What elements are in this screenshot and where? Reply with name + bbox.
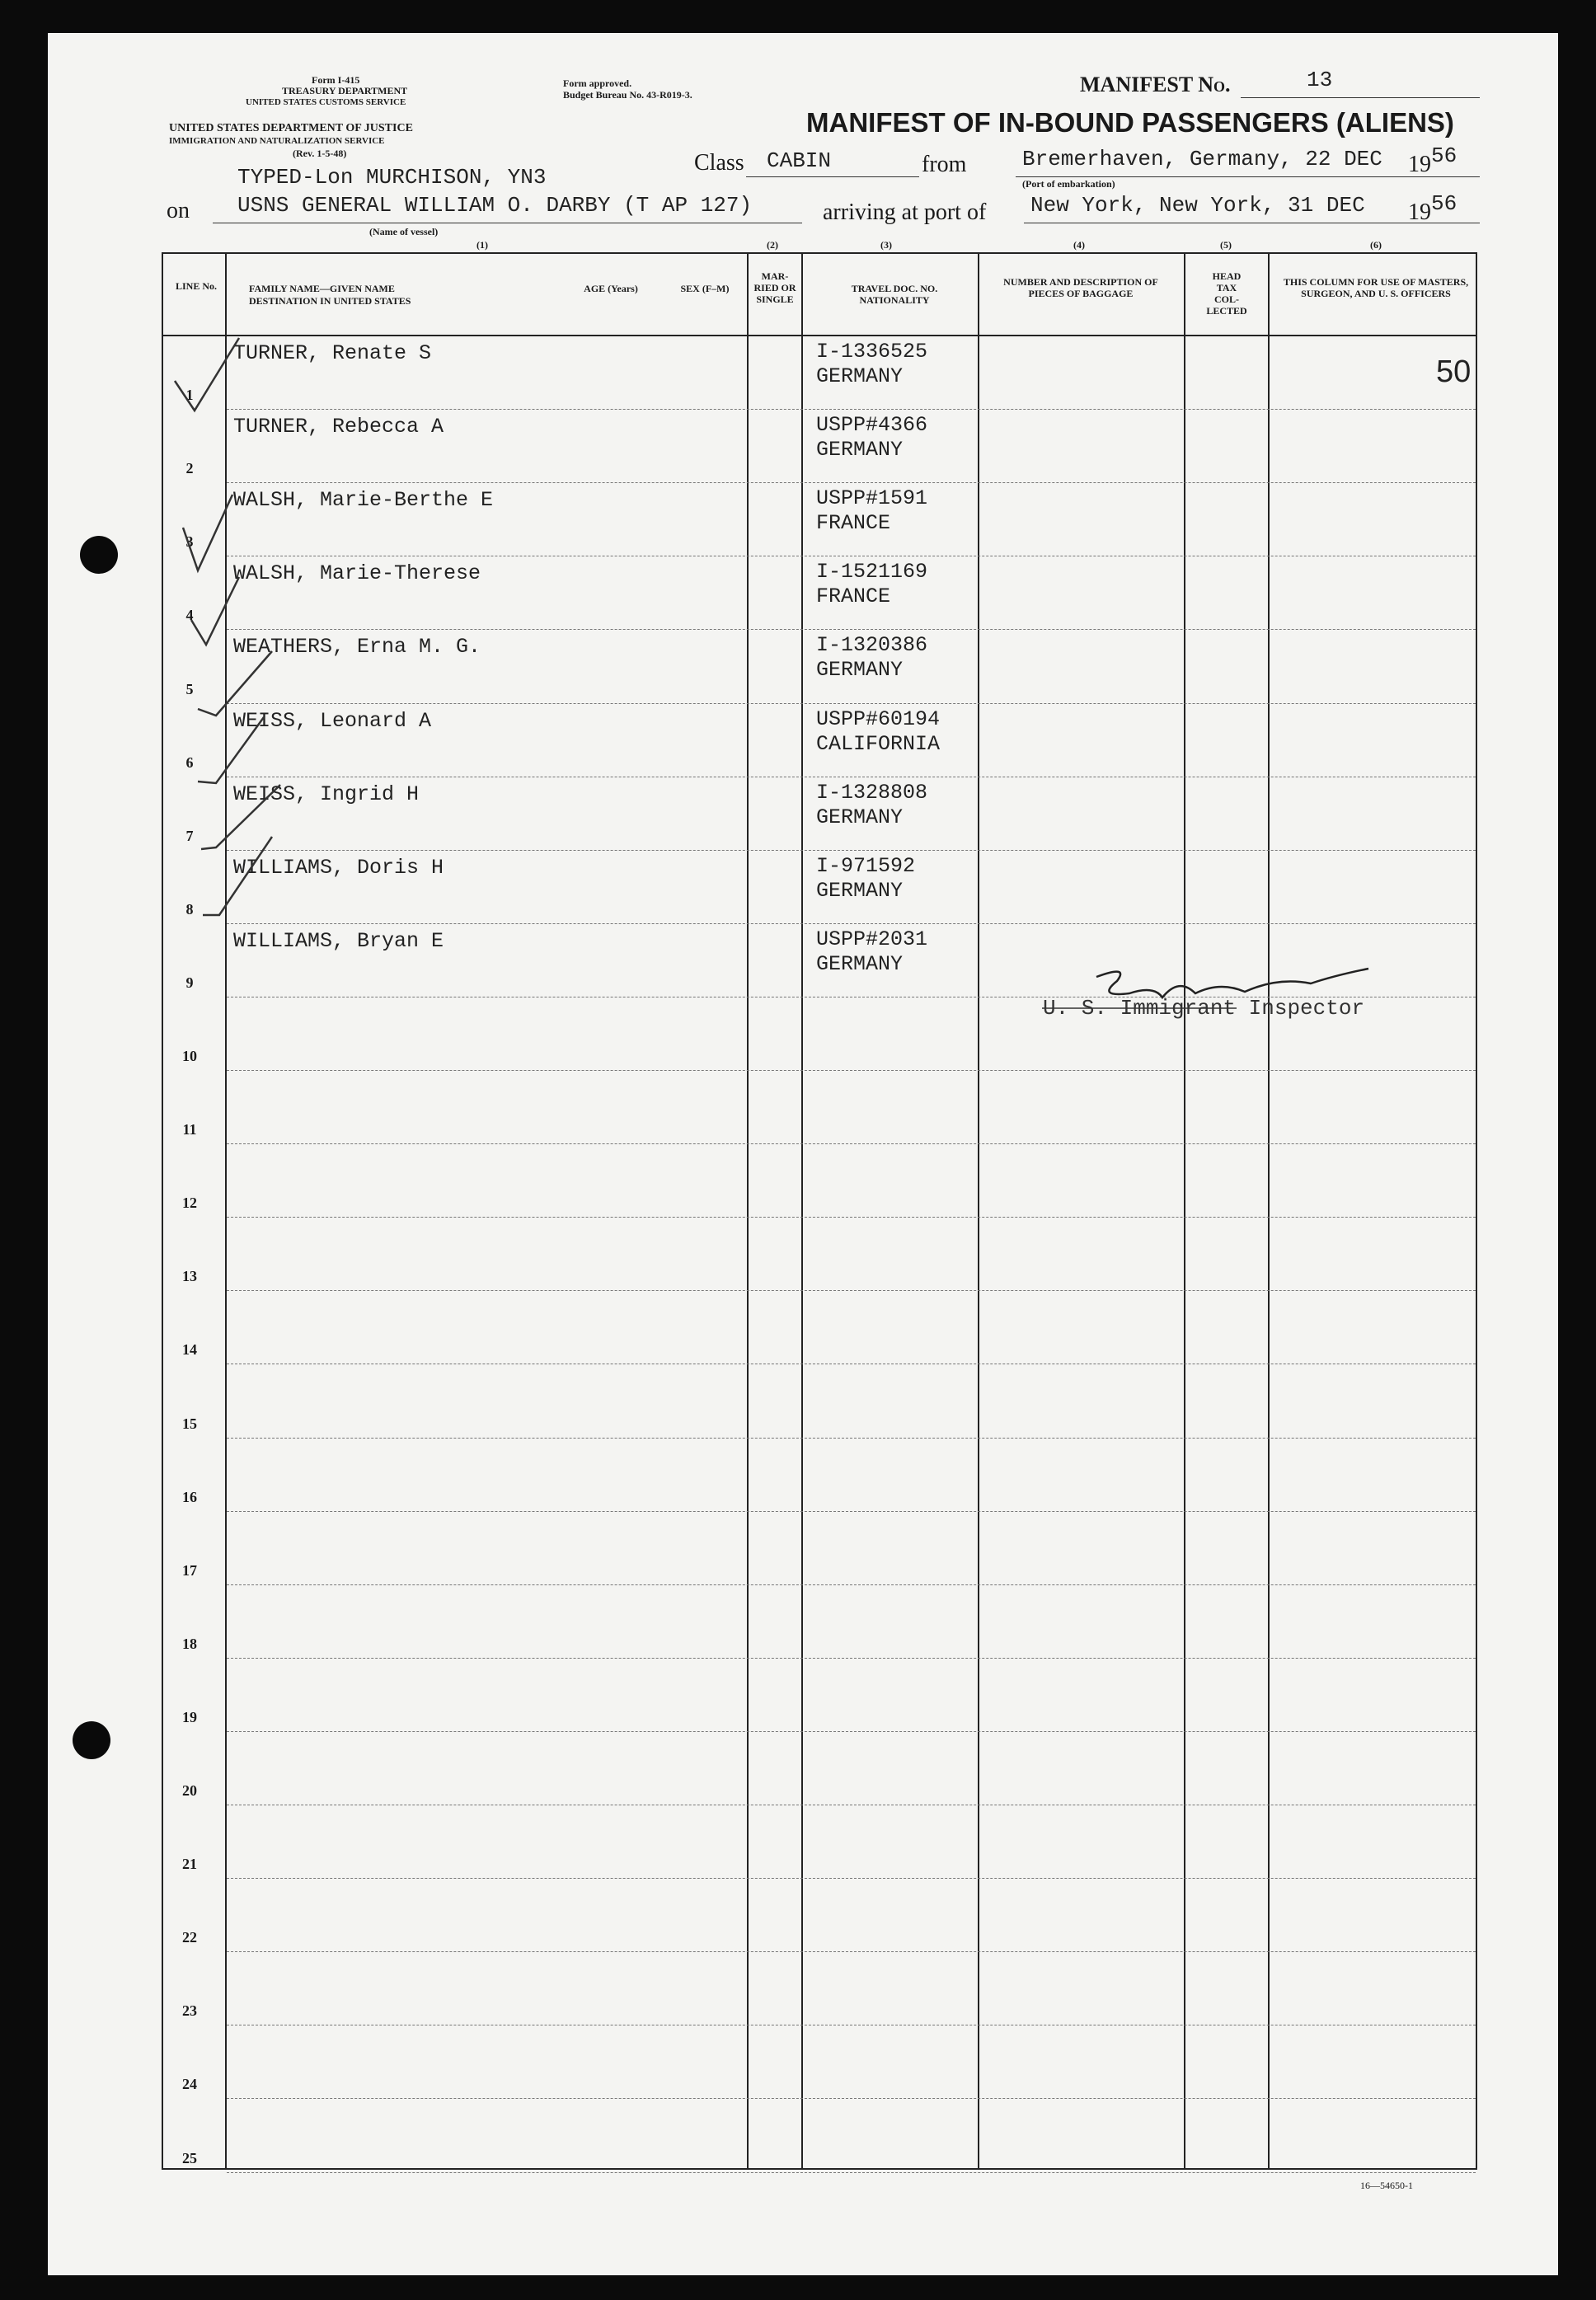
typed-by: TYPED-Lon MURCHISON, YN3 [237,165,547,190]
from-label: from [922,152,967,177]
punch-hole-top [80,536,118,574]
class-label: Class [694,150,744,176]
row-separator [227,923,1476,924]
page-count-note: 50 [1436,354,1472,389]
col-header-name: FAMILY NAME—GIVEN NAME [249,283,395,294]
line-number: 21 [182,1856,197,1873]
row-separator [227,1511,1476,1512]
travel-doc-number: I-971592 [816,853,916,878]
line-number: 11 [182,1121,197,1138]
line-number: 4 [185,607,194,624]
row-separator [227,1731,1476,1732]
row-separator [227,1584,1476,1585]
col-divider-headtax [1184,252,1185,2170]
passenger-name: WEISS, Leonard A [233,708,432,733]
row-separator [227,1951,1476,1952]
arriving-label: arriving at port of [823,199,987,225]
nationality: CALIFORNIA [816,731,941,756]
treasury-dept: TREASURY DEPARTMENT [282,85,408,96]
on-label: on [167,198,190,223]
customs-service: UNITED STATES CUSTOMS SERVICE [246,97,406,107]
arrival-year-value: 56 [1431,191,1458,216]
passenger-name: WALSH, Marie-Therese [233,561,481,586]
from-year-prefix: 19 [1408,152,1431,177]
travel-doc-number: I-1521169 [816,560,928,584]
class-value: CABIN [767,148,832,173]
col-header-destination: DESTINATION IN UNITED STATES [249,295,411,307]
line-number: 16 [182,1488,197,1505]
row-separator [227,1070,1476,1071]
ins-service: IMMIGRATION AND NATURALIZATION SERVICE [169,136,385,146]
col-divider-travel [801,252,803,2170]
class-underline [746,176,919,177]
line-number: 20 [182,1782,197,1799]
travel-doc-number: I-1320386 [816,633,928,658]
nationality: GERMANY [816,438,904,462]
nationality: GERMANY [816,364,904,388]
passenger-name: WALSH, Marie-Berthe E [233,488,494,513]
passenger-name: TURNER, Rebecca A [233,415,444,439]
embarkation-caption: (Port of embarkation) [1022,178,1115,190]
row-separator [227,409,1476,410]
from-year-value: 56 [1431,143,1458,168]
col-header-baggage: NUMBER AND DESCRIPTION OF PIECES OF BAGGAGE [1003,276,1158,299]
row-separator [227,1143,1476,1144]
col-num-2: (2) [767,239,778,251]
row-separator [227,2172,1476,2173]
page-title: MANIFEST OF IN-BOUND PASSENGERS (ALIENS) [806,107,1454,138]
travel-doc-number: USPP#2031 [816,927,928,951]
punch-hole-bottom [73,1721,110,1759]
line-number: 23 [182,2002,197,2020]
passenger-name: WEATHERS, Erna M. G. [233,635,481,659]
col-divider-married [747,252,749,2170]
line-number: 2 [185,460,194,477]
line-number: 25 [182,2149,197,2166]
line-number: 9 [185,974,194,991]
budget-bureau: Budget Bureau No. 43-R019-3. [563,89,692,101]
arrival-value: New York, New York, 31 DEC [1030,193,1365,218]
row-separator [227,1658,1476,1659]
col-num-5: (5) [1220,239,1232,251]
from-underline [1016,176,1480,177]
col-header-headtax: HEAD TAX COL-LECTED [1206,270,1247,317]
embarkation-value: Bremerhaven, Germany, 22 DEC [1022,147,1382,171]
line-number: 24 [182,2076,197,2093]
row-separator [227,850,1476,851]
travel-doc-number: USPP#4366 [816,413,928,438]
travel-doc-number: I-1336525 [816,340,928,364]
col-num-6: (6) [1370,239,1382,251]
row-separator [227,482,1476,483]
line-number: 7 [185,827,194,844]
vessel-caption: (Name of vessel) [369,226,439,237]
col-header-travel: TRAVEL DOC. NO. NATIONALITY [851,283,938,306]
nationality: FRANCE [816,584,891,609]
col-header-officers: THIS COLUMN FOR USE OF MASTERS, SURGEON, AND U. S. OFFICERS [1283,276,1469,299]
nationality: GERMANY [816,658,904,683]
manifest-no-value: 13 [1307,68,1333,92]
row-separator [227,1438,1476,1439]
line-number: 18 [182,1635,197,1652]
manifest-table [162,252,1477,2170]
col-divider-line [225,252,227,2170]
vessel-name: USNS GENERAL WILLIAM O. DARBY (T AP 127) [237,193,753,218]
line-number: 10 [182,1048,197,1064]
form-number: Form I-415 [312,74,360,86]
nationality: GERMANY [816,805,904,829]
col-divider-officers [1268,252,1270,2170]
line-number: 14 [182,1341,197,1359]
form-code: 16—54650-1 [1360,2180,1413,2191]
form-approved: Form approved. [563,77,632,89]
line-number: 8 [185,900,194,918]
line-number: 5 [185,680,194,697]
passenger-name: WILLIAMS, Doris H [233,855,444,880]
col-header-sex: SEX (F–M) [680,283,730,294]
row-separator [227,629,1476,630]
passenger-name: WEISS, Ingrid H [233,782,420,806]
line-number: 6 [185,753,194,771]
line-number: 1 [185,387,194,404]
nationality: FRANCE [816,511,891,536]
nationality: GERMANY [816,878,904,903]
col-num-1: (1) [476,239,488,251]
rev-date: (Rev. 1-5-48) [293,148,347,159]
header-bottom-rule [162,335,1477,336]
nationality: GERMANY [816,951,904,976]
line-number: 12 [182,1195,197,1212]
col-header-age: AGE (Years) [584,283,638,294]
col-header-married: MAR-RIED OR SINGLE [753,270,796,305]
col-divider-baggage [978,252,979,2170]
manifest-no-underline [1241,97,1480,98]
line-number: 15 [182,1415,197,1432]
row-separator [227,1878,1476,1879]
dept-justice: UNITED STATES DEPARTMENT OF JUSTICE [169,122,413,134]
passenger-name: WILLIAMS, Bryan E [233,928,444,953]
line-number: 17 [182,1561,197,1579]
row-separator [227,1217,1476,1218]
row-separator [227,1290,1476,1291]
inspector-caption: U. S. Immigrant Inspector [1043,996,1365,1021]
row-separator [227,703,1476,704]
row-separator [227,2098,1476,2099]
travel-doc-number: I-1328808 [816,780,928,805]
line-number: 22 [182,1929,197,1946]
line-number: 19 [182,1708,197,1725]
line-number: 13 [182,1268,197,1285]
travel-doc-number: USPP#1591 [816,486,928,511]
col-num-4: (4) [1073,239,1085,251]
line-number: 3 [185,533,194,551]
manifest-no-label: MANIFEST No. [1080,73,1231,96]
arrival-year-prefix: 19 [1408,199,1431,225]
travel-doc-number: USPP#60194 [816,706,941,731]
passenger-name: TURNER, Renate S [233,341,432,365]
col-header-line: LINE No. [175,280,217,292]
col-num-3: (3) [880,239,892,251]
